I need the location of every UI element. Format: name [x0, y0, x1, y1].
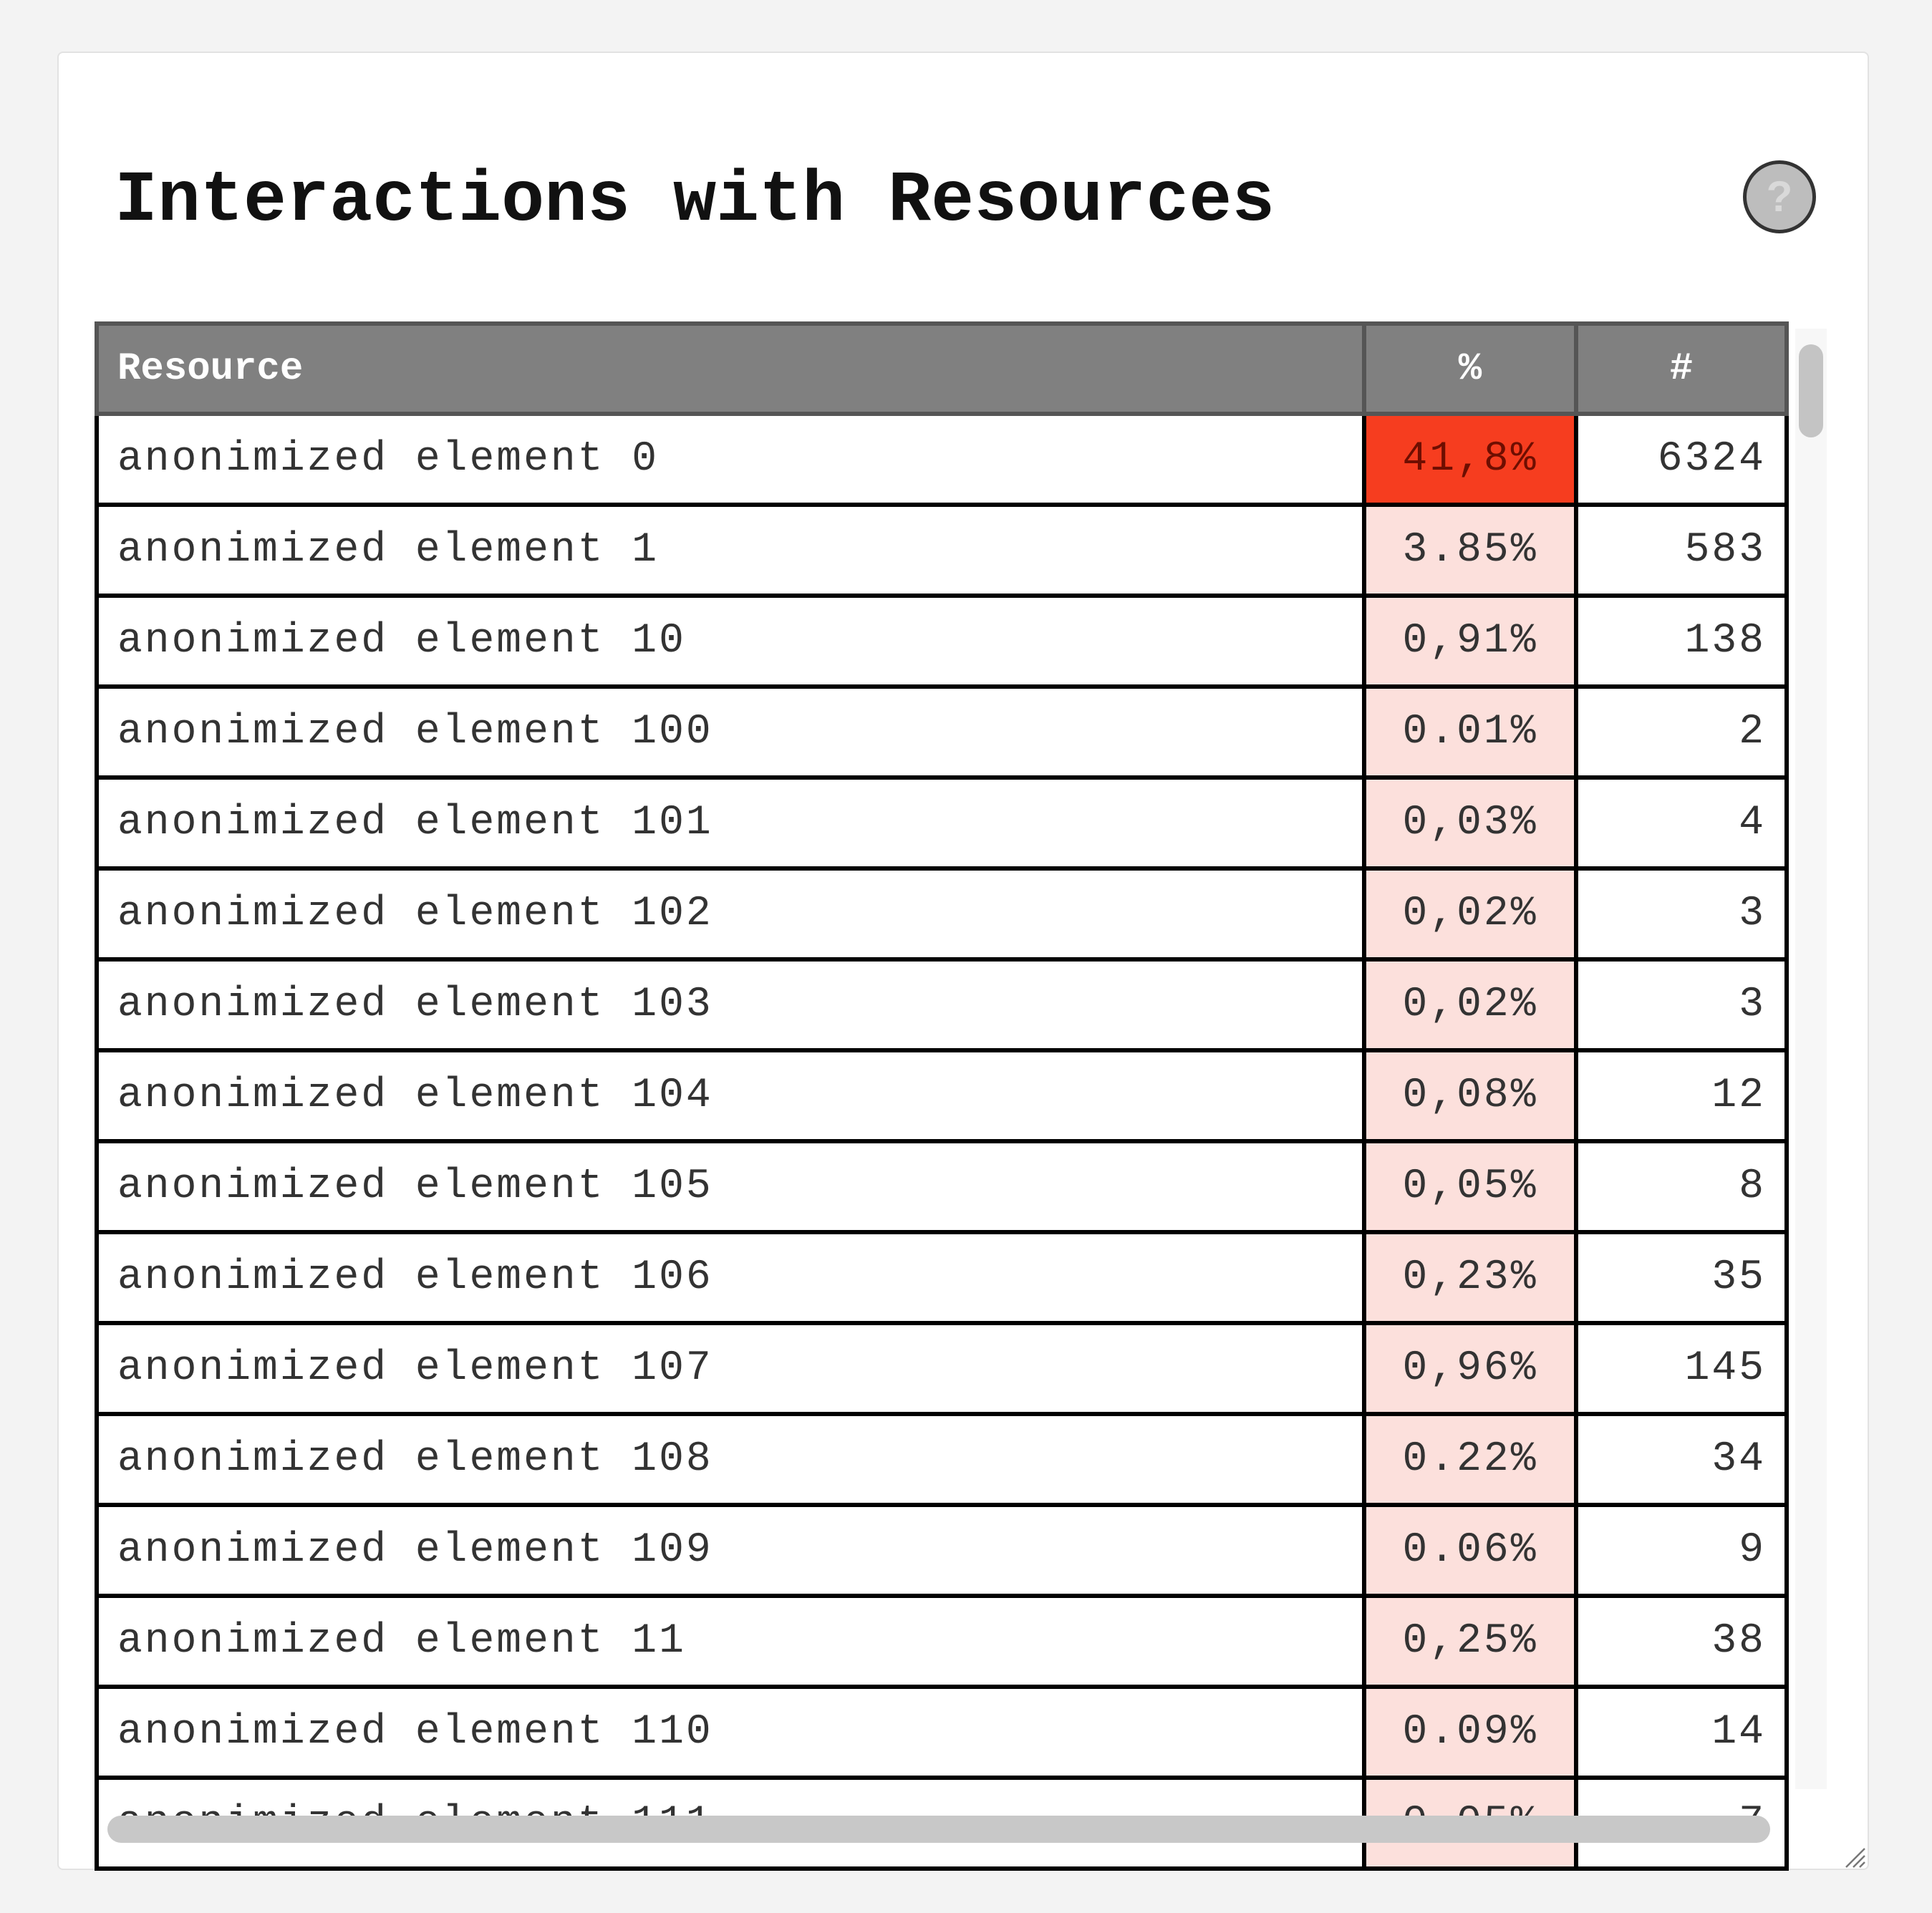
table-row[interactable]: [97, 1141, 1787, 1232]
percent-cell: 0.09%: [1364, 1687, 1576, 1778]
resource-cell: anonimized element 10: [97, 596, 1364, 687]
count-cell: 35: [1576, 1232, 1787, 1323]
table-scroll-area[interactable]: [95, 321, 1784, 1800]
resource-cell: anonimized element 109: [97, 1505, 1364, 1596]
resource-cell: anonimized element 100: [97, 687, 1364, 778]
resize-grip-icon[interactable]: [1842, 1844, 1866, 1869]
count-cell: 3: [1576, 959, 1787, 1050]
count-cell: 3: [1576, 868, 1787, 959]
percent-cell: 3.85%: [1364, 505, 1576, 596]
percent-cell: 0,25%: [1364, 1596, 1576, 1687]
horizontal-scrollbar-thumb[interactable]: [107, 1816, 1770, 1843]
percent-cell: 0,02%: [1364, 868, 1576, 959]
resource-cell: anonimized element 11: [97, 1596, 1364, 1687]
percent-cell: 41,8%: [1364, 414, 1576, 505]
table-row[interactable]: [97, 1323, 1787, 1414]
resource-cell: anonimized element 110: [97, 1687, 1364, 1778]
widget-title: Interactions with Resources: [115, 161, 1275, 242]
percent-cell: 0,96%: [1364, 1323, 1576, 1414]
table-body: [97, 414, 1787, 1869]
count-cell: 138: [1576, 596, 1787, 687]
count-cell: 2: [1576, 687, 1787, 778]
percent-cell: 0,91%: [1364, 596, 1576, 687]
resource-cell: anonimized element 107: [97, 1323, 1364, 1414]
resource-cell: anonimized element 1: [97, 505, 1364, 596]
table-row[interactable]: [97, 1050, 1787, 1141]
resource-cell: anonimized element 102: [97, 868, 1364, 959]
resource-cell: anonimized element 103: [97, 959, 1364, 1050]
resource-cell: anonimized element 106: [97, 1232, 1364, 1323]
percent-cell: 0.22%: [1364, 1414, 1576, 1505]
table-row[interactable]: [97, 778, 1787, 868]
percent-cell: 0.06%: [1364, 1505, 1576, 1596]
percent-cell: 0,03%: [1364, 778, 1576, 868]
table-row[interactable]: [97, 1414, 1787, 1505]
table-row[interactable]: [97, 596, 1787, 687]
resource-cell: anonimized element 101: [97, 778, 1364, 868]
count-cell: 12: [1576, 1050, 1787, 1141]
table-row[interactable]: [97, 414, 1787, 505]
table-row[interactable]: [97, 1596, 1787, 1687]
vertical-scrollbar-thumb[interactable]: [1799, 344, 1823, 437]
percent-cell: 0,05%: [1364, 1141, 1576, 1232]
resources-table: [95, 321, 1789, 1871]
count-cell: 6324: [1576, 414, 1787, 505]
table-row[interactable]: [97, 1232, 1787, 1323]
resources-widget: [57, 52, 1869, 1870]
resource-cell: anonimized element 104: [97, 1050, 1364, 1141]
table-row[interactable]: [97, 505, 1787, 596]
table-row[interactable]: [97, 868, 1787, 959]
resource-cell: anonimized element 105: [97, 1141, 1364, 1232]
count-cell: 4: [1576, 778, 1787, 868]
count-cell: 9: [1576, 1505, 1787, 1596]
count-cell: 34: [1576, 1414, 1787, 1505]
resource-cell: anonimized element 0: [97, 414, 1364, 505]
table-row[interactable]: [97, 1687, 1787, 1778]
count-cell: 583: [1576, 505, 1787, 596]
vertical-scrollbar[interactable]: [1795, 329, 1827, 1789]
percent-cell: 0,02%: [1364, 959, 1576, 1050]
column-header-percent[interactable]: %: [1364, 324, 1576, 414]
column-header-count[interactable]: #: [1576, 324, 1787, 414]
table-row[interactable]: [97, 1505, 1787, 1596]
count-cell: 145: [1576, 1323, 1787, 1414]
count-cell: 38: [1576, 1596, 1787, 1687]
percent-cell: 0.01%: [1364, 687, 1576, 778]
percent-cell: 0,23%: [1364, 1232, 1576, 1323]
help-icon[interactable]: ?: [1743, 160, 1816, 233]
column-header-resource[interactable]: Resource: [97, 324, 1364, 414]
count-cell: 8: [1576, 1141, 1787, 1232]
percent-cell: 0,08%: [1364, 1050, 1576, 1141]
resource-cell: anonimized element 108: [97, 1414, 1364, 1505]
table-row[interactable]: [97, 959, 1787, 1050]
table-row[interactable]: [97, 687, 1787, 778]
count-cell: 14: [1576, 1687, 1787, 1778]
table-header-row: [97, 324, 1787, 414]
